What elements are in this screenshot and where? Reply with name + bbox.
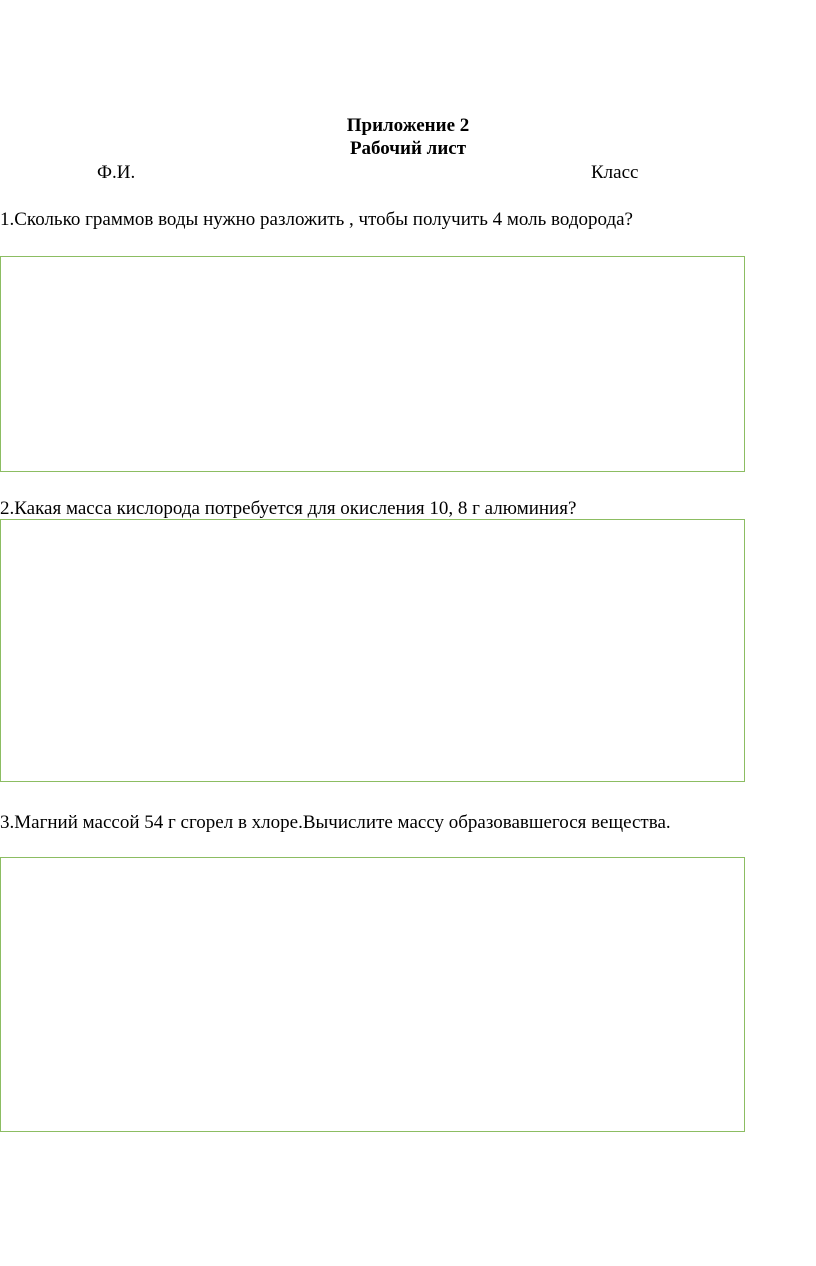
appendix-title: Приложение 2 <box>346 115 470 136</box>
answer-box-3[interactable] <box>0 857 745 1132</box>
answer-box-1[interactable] <box>0 256 745 472</box>
question-1: 1.Сколько граммов воды нужно разложить , чтобы получить 4 моль водорода? <box>0 209 633 230</box>
answer-box-2[interactable] <box>0 519 745 782</box>
worksheet-title: Рабочий лист <box>349 138 467 159</box>
class-label: Класс <box>591 162 639 183</box>
question-3: 3.Магний массой 54 г сгорел в хлоре.Вычислите массу образовавшегося вещества. <box>0 812 671 833</box>
question-2: 2.Какая масса кислорода потребуется для окисления 10, 8 г алюминия? <box>0 498 577 519</box>
name-label: Ф.И. <box>97 162 136 183</box>
